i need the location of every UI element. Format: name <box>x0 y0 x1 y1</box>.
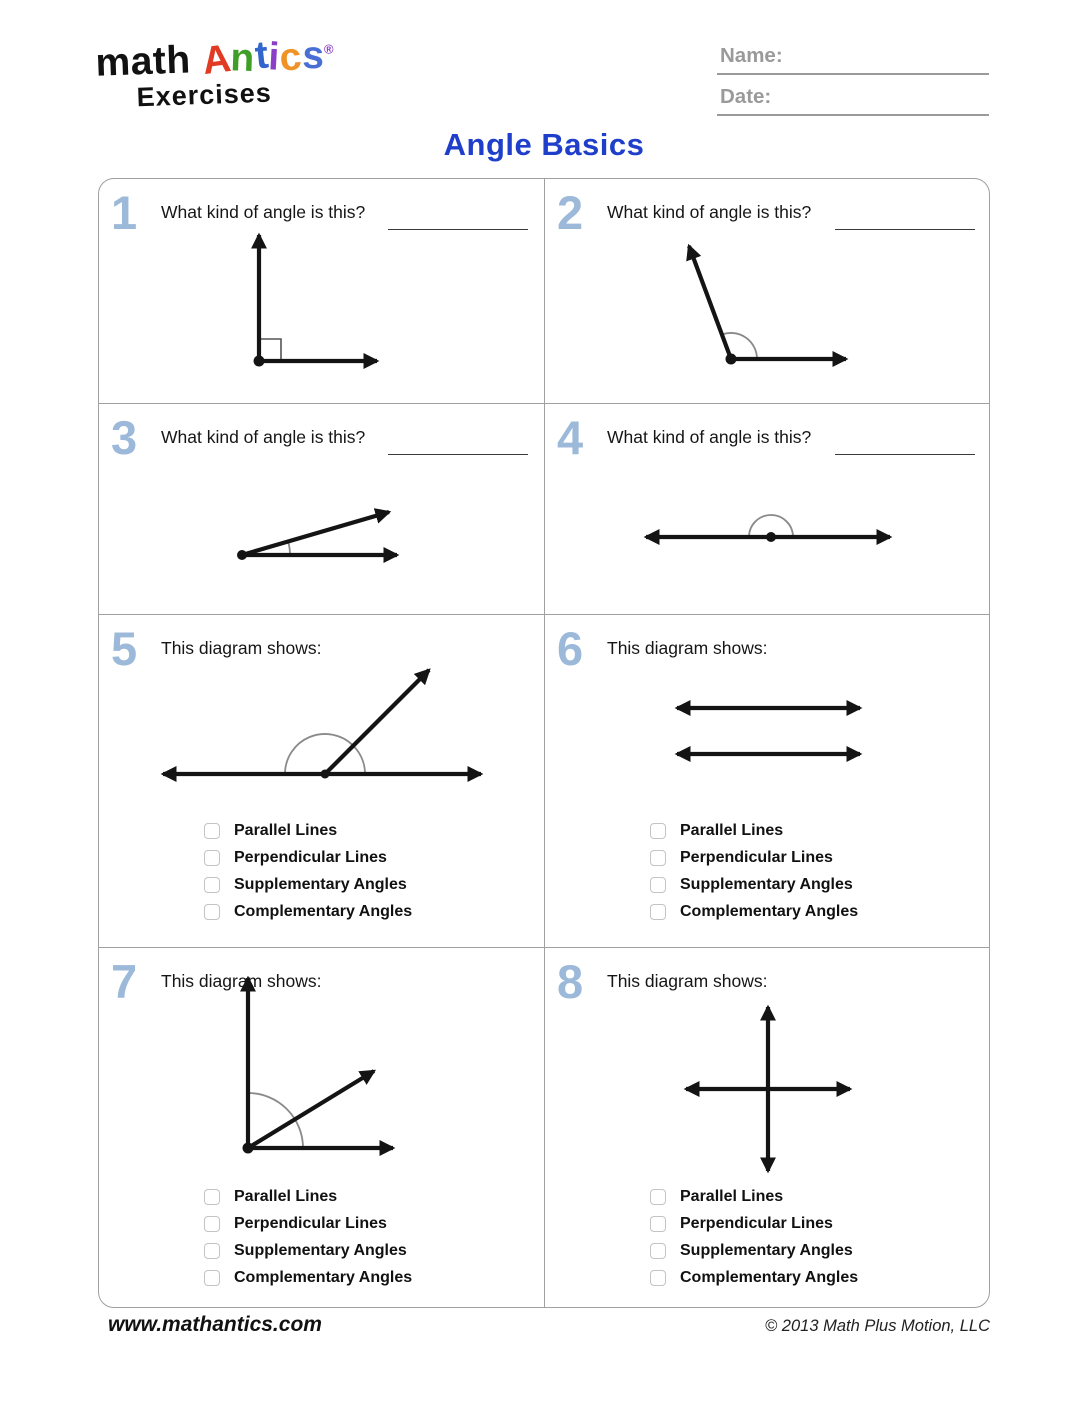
choice-label: Perpendicular Lines <box>680 848 833 866</box>
question-cell-3 <box>99 404 545 615</box>
registered-trademark-icon: ® <box>323 41 335 57</box>
choice-label: Supplementary Angles <box>234 1241 407 1259</box>
question-number: 7 <box>111 955 138 1008</box>
choice-label: Complementary Angles <box>234 902 413 920</box>
question-cell-1 <box>99 179 545 404</box>
choice-label: Parallel Lines <box>234 1187 338 1205</box>
question-number: 8 <box>557 955 584 1008</box>
checkbox-perpendicular-lines[interactable] <box>204 1216 220 1232</box>
straight-angle-diagram <box>545 506 990 552</box>
checkbox-parallel-lines[interactable] <box>650 1189 666 1205</box>
question-grid <box>98 178 990 1308</box>
question-prompt: This diagram shows: <box>607 971 768 991</box>
question-prompt: What kind of angle is this? <box>161 202 366 222</box>
choice-label: Complementary Angles <box>680 902 859 920</box>
choice-row <box>204 1215 412 1232</box>
choice-label: Parallel Lines <box>680 821 784 839</box>
choice-label: Supplementary Angles <box>680 1241 853 1259</box>
logo-word-antics: Antics <box>199 33 325 84</box>
answer-blank[interactable] <box>835 203 975 230</box>
choice-label: Perpendicular Lines <box>680 1214 833 1232</box>
choice-label: Complementary Angles <box>680 1268 859 1286</box>
page-title: Angle Basics <box>443 127 645 162</box>
question-number: 6 <box>557 622 584 675</box>
checkbox-parallel-lines[interactable] <box>204 823 220 839</box>
question-cell-6 <box>545 615 990 948</box>
choice-label: Parallel Lines <box>680 1187 784 1205</box>
choice-row <box>204 1242 412 1259</box>
choice-row <box>204 903 412 920</box>
choice-row <box>204 822 412 839</box>
question-prompt: What kind of angle is this? <box>607 202 812 222</box>
math-antics-logo <box>94 33 335 114</box>
copyright-text: © 2013 Math Plus Motion, LLC <box>765 1317 990 1335</box>
question-header <box>545 615 990 675</box>
choices-list <box>204 1188 412 1296</box>
parallel-lines-diagram <box>545 695 990 767</box>
acute-angle-diagram <box>99 500 544 565</box>
question-cell-7 <box>99 948 545 1308</box>
choices-list <box>650 1188 858 1296</box>
choice-row <box>204 876 412 893</box>
question-number: 3 <box>111 411 138 464</box>
question-prompt: This diagram shows: <box>161 971 322 991</box>
checkbox-complementary-angles[interactable] <box>650 904 666 920</box>
choice-row <box>650 1188 858 1205</box>
checkbox-complementary-angles[interactable] <box>204 904 220 920</box>
checkbox-supplementary-angles[interactable] <box>204 877 220 893</box>
website-link[interactable]: www.mathantics.com <box>108 1313 322 1336</box>
question-cell-2 <box>545 179 990 404</box>
name-field-line[interactable] <box>717 44 989 75</box>
choice-row <box>650 1215 858 1232</box>
question-header <box>99 948 544 1008</box>
question-cell-4 <box>545 404 990 615</box>
question-header <box>99 179 544 239</box>
question-prompt: What kind of angle is this? <box>161 427 366 447</box>
question-header <box>545 948 990 1008</box>
logo-word-math: math <box>94 38 192 85</box>
question-number: 2 <box>557 186 584 239</box>
choice-row <box>650 876 858 893</box>
student-id-block <box>717 44 989 126</box>
logo-subtitle: Exercises <box>136 77 273 113</box>
question-prompt: This diagram shows: <box>161 638 322 658</box>
checkbox-complementary-angles[interactable] <box>204 1270 220 1286</box>
logo-wordmark <box>94 33 335 85</box>
answer-blank[interactable] <box>388 428 528 455</box>
question-prompt: This diagram shows: <box>607 638 768 658</box>
checkbox-supplementary-angles[interactable] <box>650 1243 666 1259</box>
question-header <box>99 615 544 675</box>
question-prompt: What kind of angle is this? <box>607 427 812 447</box>
question-header <box>545 179 990 239</box>
perpendicular-lines-diagram <box>545 1001 990 1177</box>
choice-row <box>204 849 412 866</box>
choice-row <box>650 1242 858 1259</box>
checkbox-perpendicular-lines[interactable] <box>204 850 220 866</box>
choice-row <box>650 849 858 866</box>
question-number: 1 <box>111 186 138 239</box>
choice-row <box>650 1269 858 1286</box>
question-cell-5 <box>99 615 545 948</box>
choice-label: Supplementary Angles <box>234 875 407 893</box>
choice-label: Parallel Lines <box>234 821 338 839</box>
obtuse-angle-diagram <box>545 234 990 369</box>
choices-list <box>650 822 858 930</box>
right-angle-diagram <box>99 219 544 371</box>
answer-blank[interactable] <box>835 428 975 455</box>
choice-label: Complementary Angles <box>234 1268 413 1286</box>
question-header <box>99 404 544 464</box>
date-label: Date: <box>720 85 772 108</box>
name-label: Name: <box>720 44 783 67</box>
choice-label: Perpendicular Lines <box>234 848 387 866</box>
choice-row <box>650 903 858 920</box>
checkbox-parallel-lines[interactable] <box>204 1189 220 1205</box>
date-field-line[interactable] <box>717 85 989 116</box>
checkbox-supplementary-angles[interactable] <box>650 877 666 893</box>
choice-row <box>204 1188 412 1205</box>
question-cell-8 <box>545 948 990 1308</box>
choice-row <box>204 1269 412 1286</box>
checkbox-complementary-angles[interactable] <box>650 1270 666 1286</box>
question-header <box>545 404 990 464</box>
question-number: 4 <box>557 411 584 464</box>
choice-row <box>650 822 858 839</box>
checkbox-perpendicular-lines[interactable] <box>650 850 666 866</box>
choices-list <box>204 822 412 930</box>
question-number: 5 <box>111 622 138 675</box>
checkbox-perpendicular-lines[interactable] <box>650 1216 666 1232</box>
answer-blank[interactable] <box>388 203 528 230</box>
choice-label: Supplementary Angles <box>680 875 853 893</box>
choice-label: Perpendicular Lines <box>234 1214 387 1232</box>
checkbox-supplementary-angles[interactable] <box>204 1243 220 1259</box>
checkbox-parallel-lines[interactable] <box>650 823 666 839</box>
